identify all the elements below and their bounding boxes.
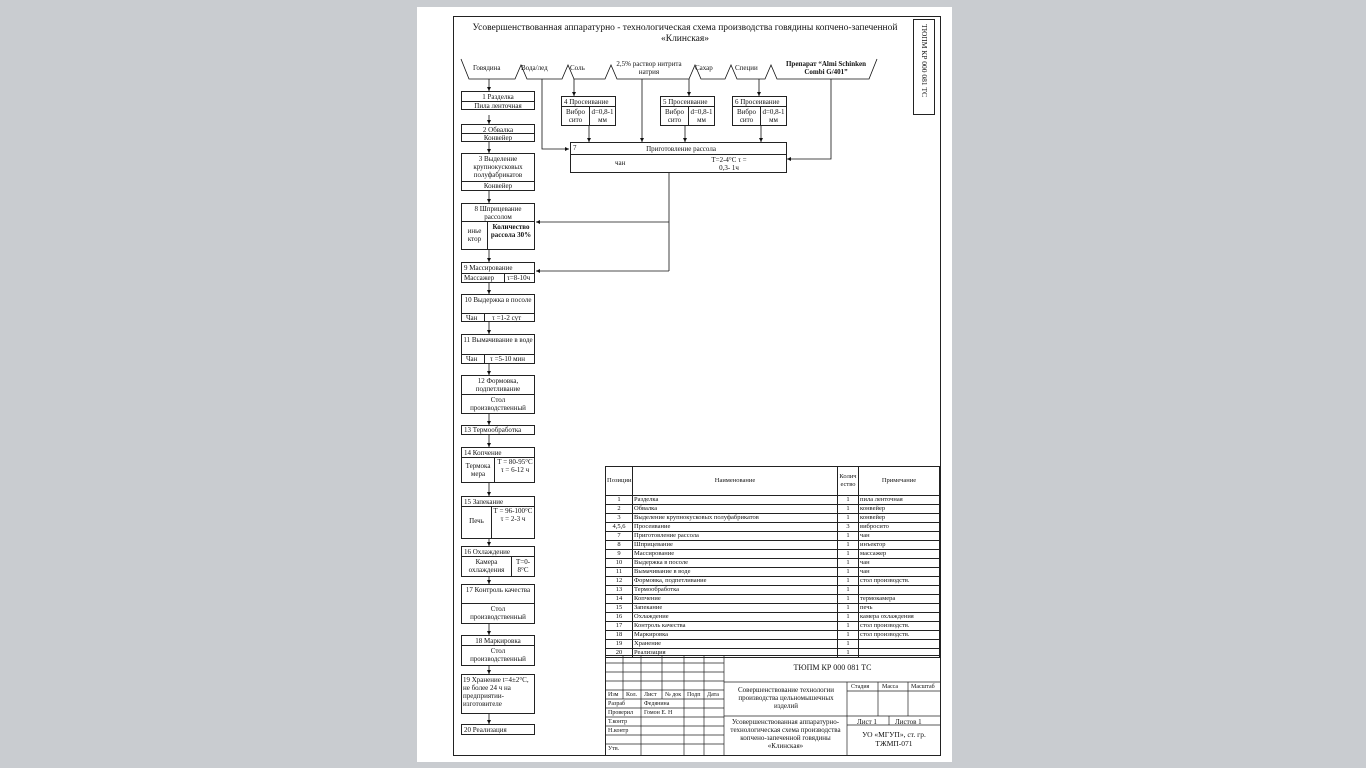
step-3-equip: Конвейер	[483, 182, 513, 190]
spec-header-name: Наименование	[633, 467, 838, 496]
spec-cell-note: конвейер	[859, 514, 940, 523]
tb-col-izm: Изм	[608, 692, 619, 698]
step-17-equip: Стол производственный	[470, 605, 526, 621]
tb-col-doc: № док	[665, 692, 682, 698]
spec-cell-note: стол производств.	[859, 577, 940, 586]
spec-cell-note: камера охлаждения	[859, 613, 940, 622]
step-3-head: 3 Выделение крупнокусковых полуфабрикатов	[473, 155, 523, 179]
tb-code: ТЮПМ КР 000 081 ТС	[793, 663, 872, 672]
spec-cell-qty: 3	[838, 523, 859, 532]
spec-cell-name: Формовка, подпетливание	[633, 577, 838, 586]
spec-cell-qty: 1	[838, 586, 859, 595]
step-14-head: 14 Копчение	[464, 449, 502, 457]
spec-cell-note: стол производств.	[859, 622, 940, 631]
input-nitrite: 2,5% раствор нитрита натрия	[616, 60, 682, 76]
spec-cell-qty: 1	[838, 631, 859, 640]
tb-col-kol: Кол.	[626, 692, 638, 698]
spec-cell-pos: 13	[606, 586, 633, 595]
spec-cell-qty: 1	[838, 541, 859, 550]
spec-cell-pos: 17	[606, 622, 633, 631]
spec-cell-qty: 1	[838, 622, 859, 631]
step-17-head: 17 Контроль качества	[465, 586, 531, 594]
step-11-param: τ =5-10 мин	[490, 355, 526, 363]
spec-cell-name: Охлаждение	[633, 613, 838, 622]
spec-cell-name: Маркировка	[633, 631, 838, 640]
spec-cell-name: Контроль качества	[633, 622, 838, 631]
tb-role-nkontr: Н.контр	[608, 728, 629, 734]
input-salt: Соль	[570, 64, 585, 72]
spec-cell-pos: 19	[606, 640, 633, 649]
tb-org: УО «МГУП», ст. гр. ТЖМП-071	[862, 730, 926, 748]
spec-cell-note: термокамера	[859, 595, 940, 604]
spec-cell-qty: 1	[838, 532, 859, 541]
tb-scale: Масштаб	[911, 684, 935, 690]
step-11-head: 11 Вымачивание в воде	[463, 336, 533, 344]
input-water-ice: Вода/лед	[521, 64, 548, 72]
sieve-6-param: d=0,8-1 мм	[762, 108, 785, 124]
spec-cell-note: чан	[859, 559, 940, 568]
brine-num: 7	[573, 144, 577, 152]
step-8-equip: инье ктор	[467, 227, 482, 243]
step-10-head: 10 Выдержка в посоле	[464, 296, 532, 304]
tb-col-date: Дата	[707, 692, 719, 698]
spec-cell-qty: 1	[838, 568, 859, 577]
input-preparation: Препарат “Almi Schinken Combi G/401”	[785, 60, 867, 76]
tb-sheet: Лист 1	[857, 718, 877, 726]
spec-cell-pos: 10	[606, 559, 633, 568]
spec-cell-note: пила ленточная	[859, 496, 940, 505]
step-15-equip: Печь	[469, 517, 484, 525]
step-1-head: 1 Разделка	[482, 93, 514, 101]
step-20-head: 20 Реализация	[464, 726, 507, 734]
step-1-equip: Пила ленточная	[474, 102, 522, 110]
step-14-param: T = 80-95°C τ = 6-12 ч	[497, 458, 533, 474]
spec-cell-note: чан	[859, 568, 940, 577]
sieve-5-param: d=0,8-1 мм	[690, 108, 713, 124]
spec-cell-pos: 1	[606, 496, 633, 505]
tb-project: Совершенствование технологии производства цельномышечных изделий	[738, 686, 834, 710]
step-13-head: 13 Термообработка	[464, 426, 522, 434]
tb-sheets: Листов 1	[895, 718, 922, 726]
spec-cell-name: Реализация	[633, 649, 838, 658]
spec-cell-note: вибросито	[859, 523, 940, 532]
step-18-equip: Стол производственный	[470, 647, 526, 663]
spec-cell-name: Приготовление рассола	[633, 532, 838, 541]
tb-col-list: Лист	[644, 692, 657, 698]
step-12-head: 12 Формовка, подпетливание	[475, 377, 521, 393]
spec-cell-qty: 1	[838, 640, 859, 649]
tb-stage: Стадия	[851, 684, 870, 690]
spec-cell-qty: 1	[838, 649, 859, 658]
spec-cell-name: Копчение	[633, 595, 838, 604]
sieve-6-head: 6 Просеивание	[735, 98, 780, 106]
spec-cell-qty: 1	[838, 595, 859, 604]
spec-cell-pos: 4,5,6	[606, 523, 633, 532]
tb-role-tkontr: Т.контр	[608, 719, 628, 725]
title-block-grid	[417, 7, 952, 762]
step-19-head: 19 Хранение t=4±2°C, не более 24 ч на предприятии-изготовителе	[463, 676, 529, 708]
spec-cell-pos: 15	[606, 604, 633, 613]
tb-mass: Масса	[882, 684, 899, 690]
spec-cell-qty: 1	[838, 559, 859, 568]
step-8-param: Количество рассола 30%	[490, 223, 532, 239]
step-16-head: 16 Охлаждение	[464, 548, 511, 556]
spec-cell-pos: 20	[606, 649, 633, 658]
step-16-equip: Камера охлаждения	[468, 558, 505, 574]
step-10-param: τ =1-2 сут	[492, 314, 522, 322]
spec-cell-pos: 12	[606, 577, 633, 586]
spec-cell-name: Вымачивание в воде	[633, 568, 838, 577]
input-beef: Говядина	[473, 64, 501, 72]
spec-cell-qty: 1	[838, 577, 859, 586]
tb-role-utv: Утв.	[608, 746, 620, 752]
spec-cell-qty: 1	[838, 496, 859, 505]
step-8-head: 8 Шприцевание рассолом	[474, 205, 522, 221]
spec-cell-name: Шприцевание	[633, 541, 838, 550]
drawing-sheet	[417, 7, 952, 762]
spec-cell-note: печь	[859, 604, 940, 613]
spec-cell-note: инъектор	[859, 541, 940, 550]
step-10-equip: Чан	[466, 314, 478, 322]
sieve-5-head: 5 Просеивание	[663, 98, 708, 106]
tb-role-razrab: Разраб	[608, 701, 626, 707]
spec-header-qty: Количество	[838, 467, 859, 496]
step-9-param: τ=8-10ч	[507, 274, 531, 282]
sieve-5-equip: Вибро сито	[665, 108, 684, 124]
spec-cell-note: стол производств.	[859, 631, 940, 640]
brine-param: T=2-4°C τ = 0,3- 1ч	[711, 156, 747, 172]
spec-cell-pos: 7	[606, 532, 633, 541]
step-18-head: 18 Маркировка	[475, 637, 521, 645]
step-15-param: T = 96-100°C τ = 2-3 ч	[493, 507, 533, 523]
spec-cell-pos: 2	[606, 505, 633, 514]
spec-cell-pos: 9	[606, 550, 633, 559]
spec-cell-pos: 8	[606, 541, 633, 550]
brine-equip: чан	[615, 159, 626, 167]
brine-head: Приготовление рассола	[646, 145, 716, 153]
spec-header-pos: Позиции	[606, 467, 633, 496]
spec-cell-qty: 1	[838, 514, 859, 523]
step-9-equip: Массажер	[464, 274, 495, 282]
spec-cell-qty: 1	[838, 505, 859, 514]
input-sugar: Сахар	[695, 64, 713, 72]
sieve-4-head: 4 Просеивание	[564, 98, 609, 106]
spec-cell-name: Разделка	[633, 496, 838, 505]
input-spices: Специи	[735, 64, 758, 72]
spec-header-note: Примечание	[859, 467, 940, 496]
spec-cell-pos: 11	[606, 568, 633, 577]
step-11-equip: Чан	[466, 355, 478, 363]
spec-cell-pos: 18	[606, 631, 633, 640]
spec-cell-qty: 1	[838, 550, 859, 559]
spec-cell-name: Просеивание	[633, 523, 838, 532]
spec-cell-note: массажер	[859, 550, 940, 559]
step-12-equip: Стол производственный	[470, 396, 526, 412]
spec-cell-name: Массирование	[633, 550, 838, 559]
step-9-head: 9 Массирование	[464, 264, 513, 272]
spec-cell-name: Термообработка	[633, 586, 838, 595]
spec-cell-name: Хранение	[633, 640, 838, 649]
spec-cell-name: Запекание	[633, 604, 838, 613]
sieve-4-param: d=0,8-1 мм	[591, 108, 614, 124]
tb-name-developer: Федянина	[644, 701, 670, 707]
sieve-6-equip: Вибро сито	[737, 108, 756, 124]
sieve-4-equip: Вибро сито	[566, 108, 585, 124]
spec-cell-qty: 1	[838, 613, 859, 622]
spec-cell-name: Выделение крупнокусковых полуфабрикатов	[633, 514, 838, 523]
spec-cell-name: Обвалка	[633, 505, 838, 514]
tb-sheet-title: Усовершенствованная аппаратурно-технологическая схема производства копчено-запеченной говядины «Клинская»	[730, 718, 841, 750]
step-2-equip: Конвейер	[483, 134, 513, 142]
diagram-title: Усовершенствованная аппаратурно - технологическая схема производства говядины копчено-запеченной «Клинская»	[472, 23, 898, 44]
stamp-code: ТЮПМ КР 000 081 ТС	[920, 24, 929, 98]
step-2-head: 2 Обвалка	[482, 126, 514, 134]
spec-cell-name: Выдержка в посоле	[633, 559, 838, 568]
step-16-param: T=0-8°C	[515, 558, 531, 574]
tb-role-prov: Проверил	[608, 710, 633, 716]
spec-cell-qty: 1	[838, 604, 859, 613]
tb-name-checker: Гомон Е. Н	[644, 710, 673, 716]
tb-col-podp: Подп	[687, 692, 701, 698]
spec-cell-note: чан	[859, 532, 940, 541]
spec-cell-pos: 3	[606, 514, 633, 523]
step-14-equip: Термока мера	[465, 462, 491, 478]
spec-cell-note: конвейер	[859, 505, 940, 514]
spec-cell-pos: 14	[606, 595, 633, 604]
step-15-head: 15 Запекание	[464, 498, 504, 506]
spec-cell-pos: 16	[606, 613, 633, 622]
